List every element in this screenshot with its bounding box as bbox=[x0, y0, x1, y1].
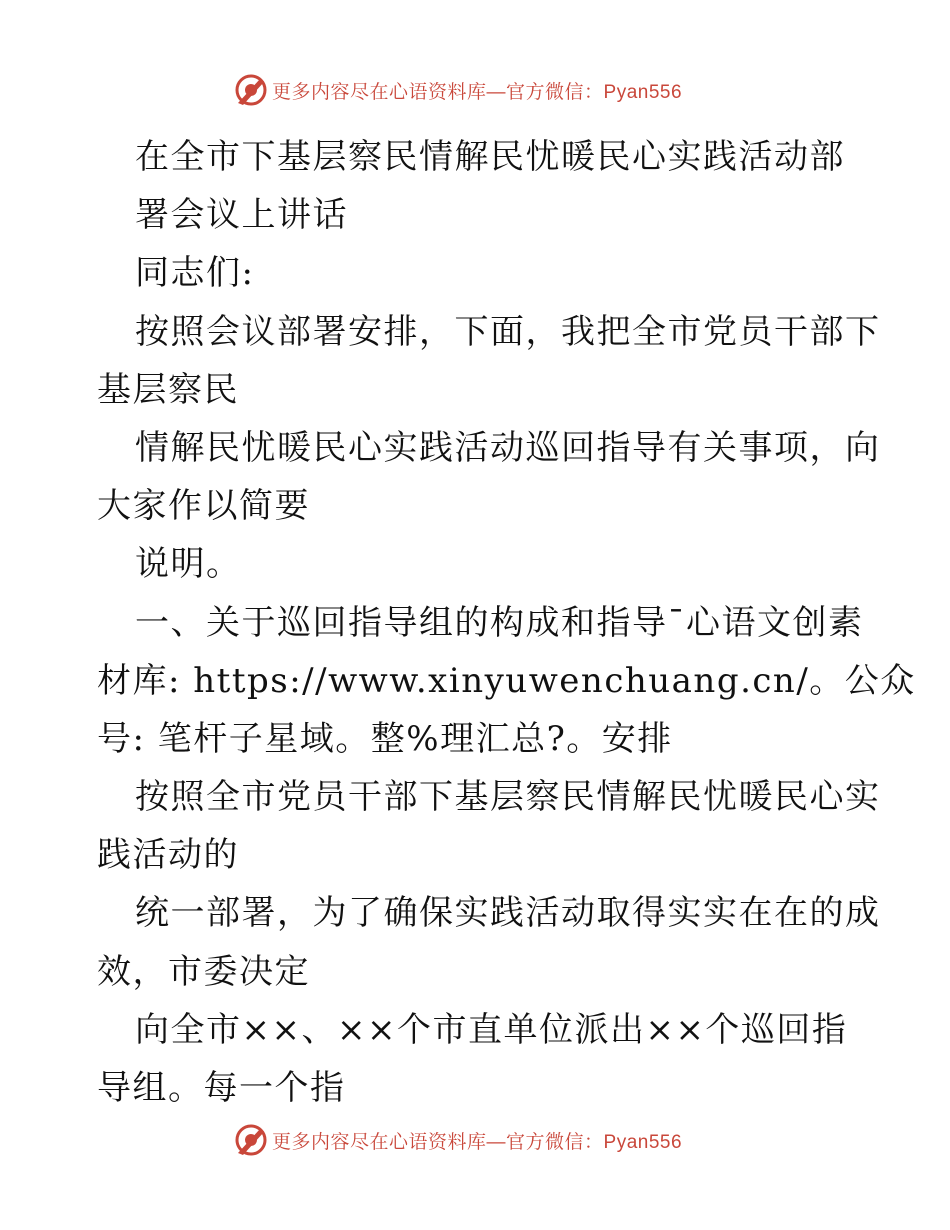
footer-banner-text bbox=[272, 1127, 682, 1154]
footer-banner bbox=[234, 1122, 682, 1158]
paragraph-line: 统一部署，为了确保实践活动取得实实在在的成 bbox=[135, 893, 881, 934]
footer-banner-wechat: —官方微信：Pyan556 bbox=[486, 1131, 683, 1153]
title-line-2: 署会议上讲话 bbox=[135, 195, 348, 236]
section-heading-line: 一、关于巡回指导组的构成和指导¯心语文创素 bbox=[135, 602, 864, 643]
header-banner-text bbox=[272, 77, 682, 104]
quill-logo-icon bbox=[234, 1123, 268, 1157]
header-banner-wechat: —官方微信：Pyan556 bbox=[486, 81, 683, 103]
paragraph-line: 效，市委决定 bbox=[97, 951, 310, 992]
footer-banner-main: 更多内容尽在心语资料库 bbox=[272, 1130, 487, 1153]
paragraph-line: 向全市××、××个市直单位派出××个巡回指 bbox=[135, 1009, 848, 1050]
paragraph-line: 材库: https://www.xinyuwenchuang.cn/。公众 bbox=[97, 660, 916, 701]
paragraph-line: 大家作以简要 bbox=[97, 486, 310, 527]
header-banner bbox=[234, 72, 682, 108]
paragraph-line: 说明。 bbox=[135, 544, 242, 585]
quill-logo-icon bbox=[234, 73, 268, 107]
paragraph-line: 基层察民 bbox=[97, 369, 239, 410]
document-body bbox=[97, 128, 916, 1117]
paragraph-line: 号: 笔杆子星域。整%理汇总?。安排 bbox=[97, 718, 673, 759]
title-line-1: 在全市下基层察民情解民忧暖民心实践活动部 bbox=[135, 137, 845, 177]
paragraph-line: 情解民忧暖民心实践活动巡回指导有关事项，向 bbox=[135, 427, 881, 468]
paragraph-line: 按照会议部署安排，下面，我把全市党员干部下 bbox=[135, 311, 881, 352]
paragraph-line: 按照全市党员干部下基层察民情解民忧暖民心实 bbox=[135, 777, 881, 818]
salutation: 同志们: bbox=[135, 253, 255, 294]
paragraph-line: 践活动的 bbox=[97, 835, 239, 876]
header-banner-main: 更多内容尽在心语资料库 bbox=[272, 80, 487, 103]
paragraph-line: 导组。每一个指 bbox=[97, 1068, 346, 1108]
